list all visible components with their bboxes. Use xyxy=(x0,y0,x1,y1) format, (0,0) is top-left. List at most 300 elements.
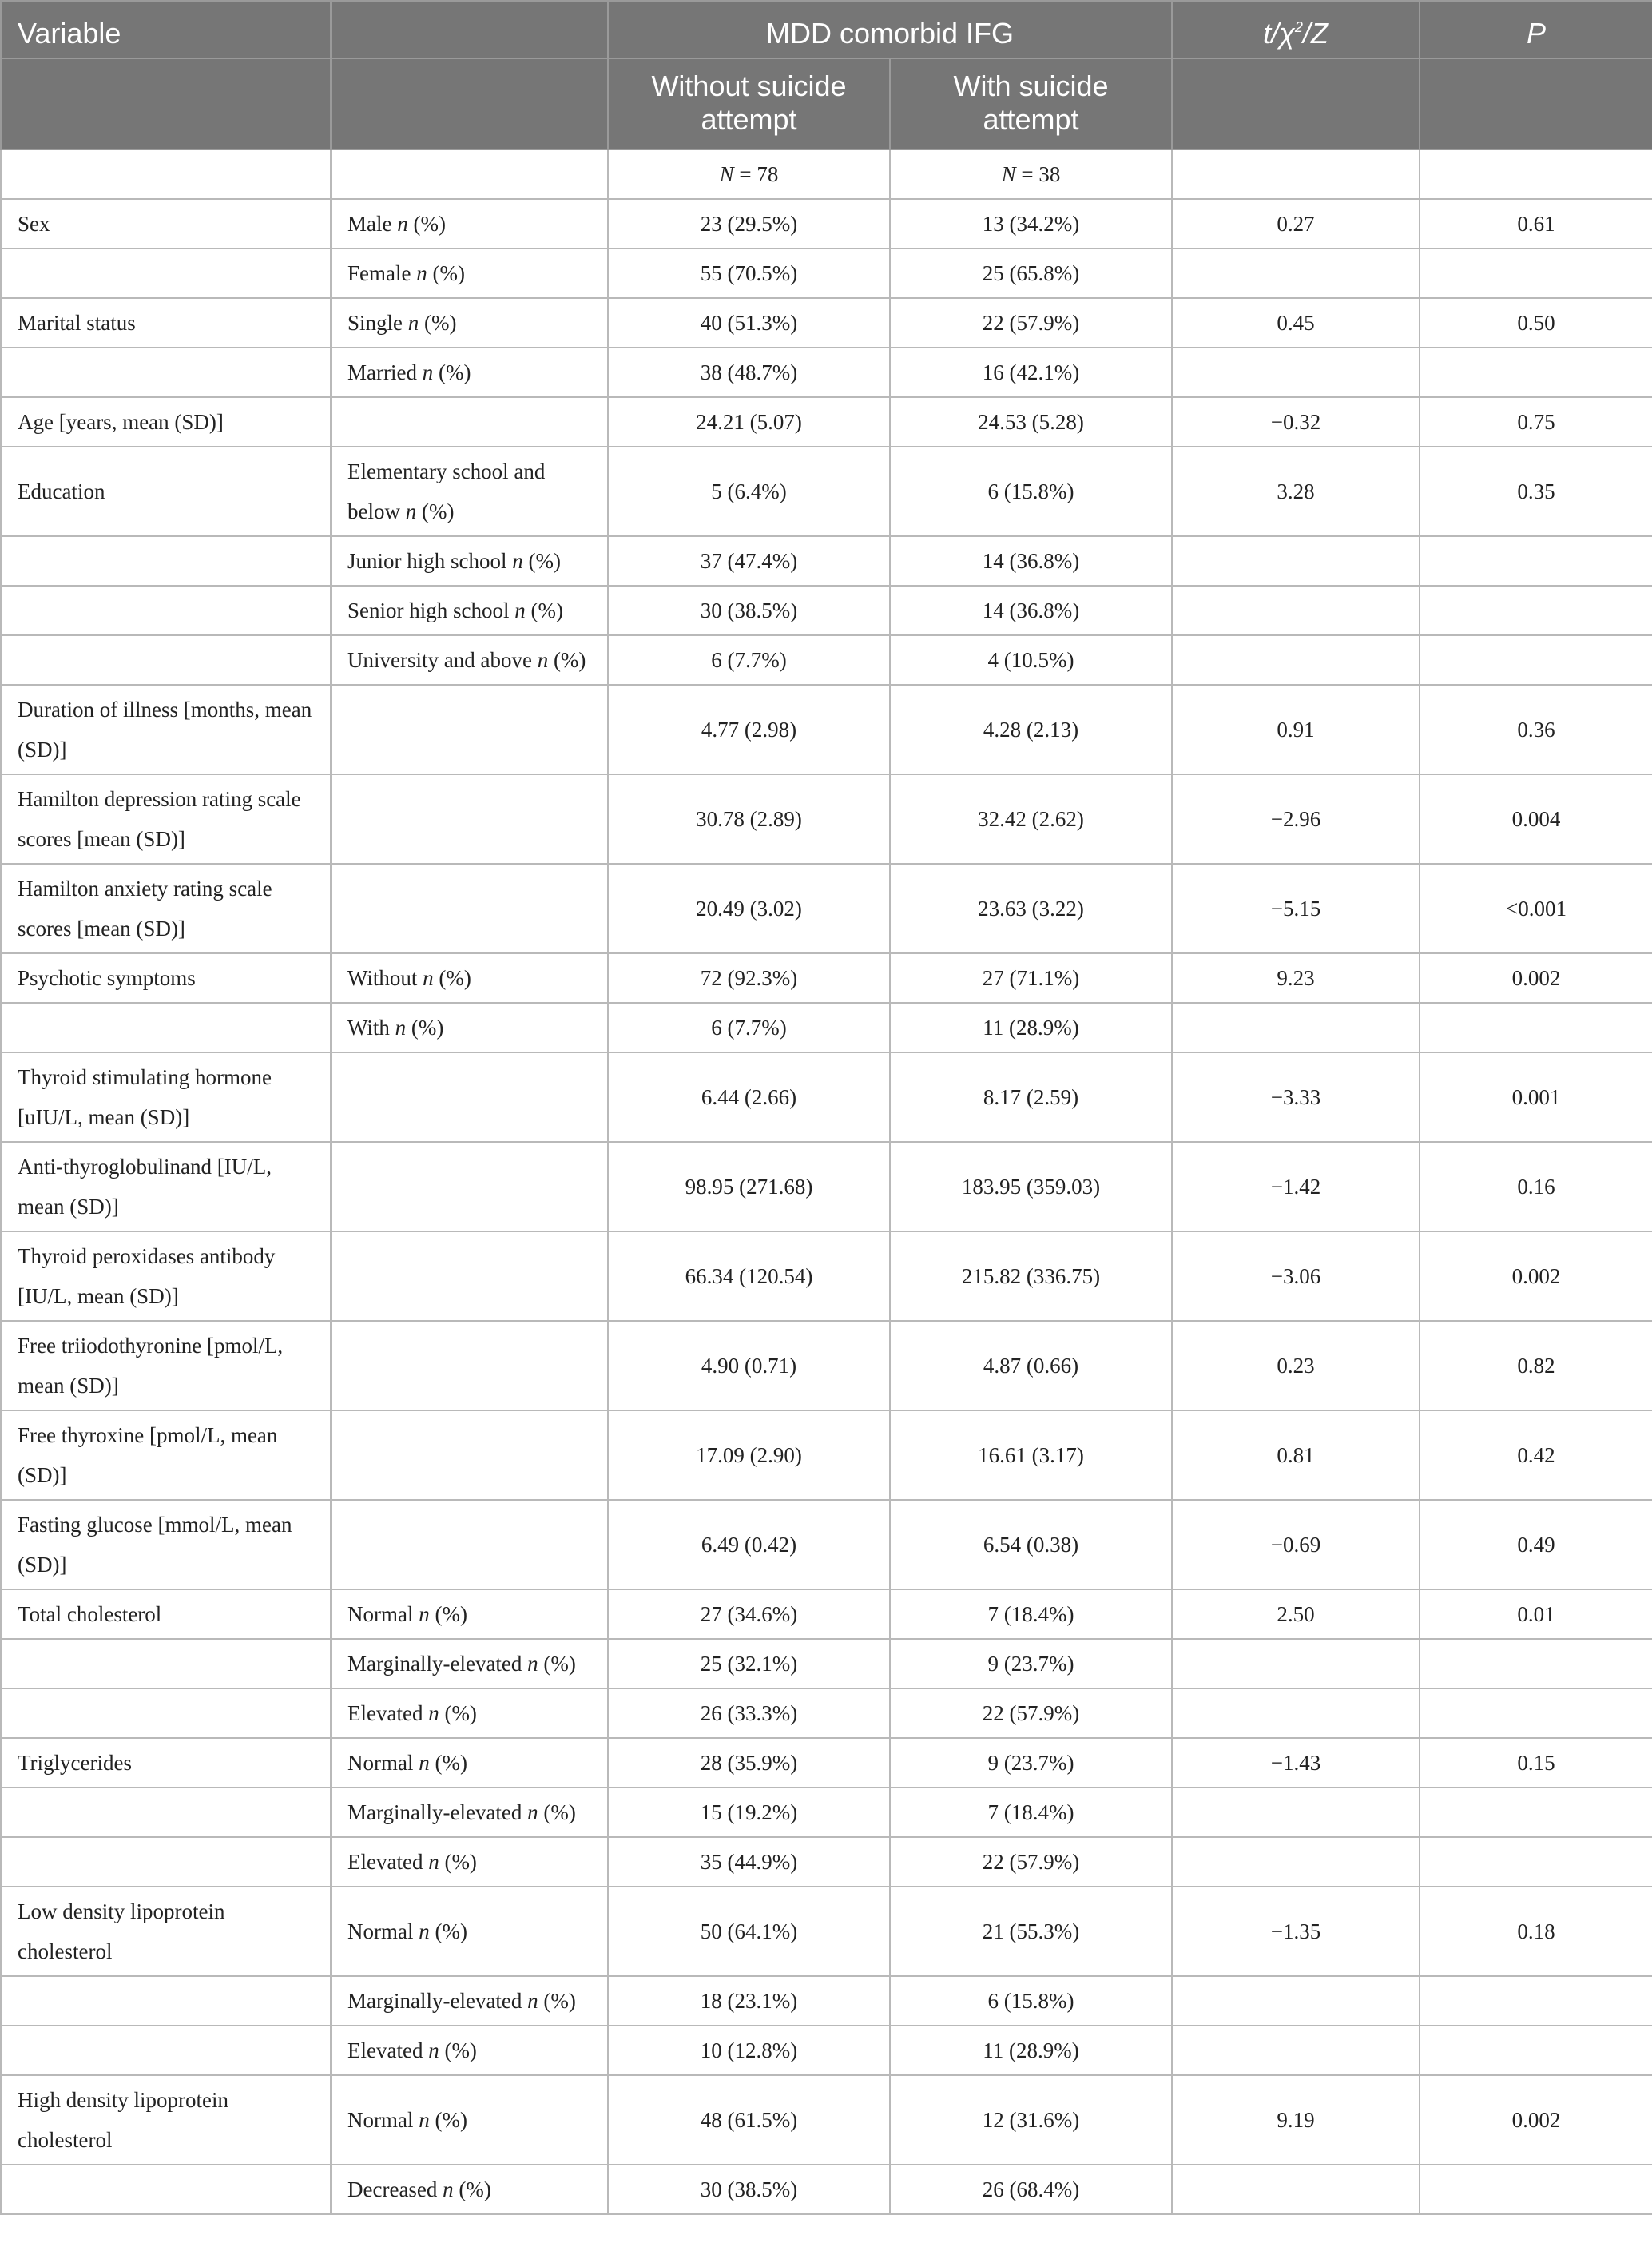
statistic-value xyxy=(1172,536,1420,586)
subgroup-cell xyxy=(331,397,608,447)
subgroup-label: Female xyxy=(347,261,417,285)
p-value: 0.36 xyxy=(1420,685,1652,774)
p-value: 0.61 xyxy=(1420,199,1652,249)
with-attempt-value: 4.28 (2.13) xyxy=(890,685,1172,774)
percent-suffix: (%) xyxy=(416,499,455,523)
statistic-value xyxy=(1172,2165,1420,2214)
subgroup-cell xyxy=(331,1738,608,1788)
subgroup-cell xyxy=(331,1688,608,1738)
percent-suffix: (%) xyxy=(429,1751,467,1775)
without-attempt-header: Without suicide attempt xyxy=(608,58,890,149)
statistic-value: 0.45 xyxy=(1172,298,1420,348)
without-attempt-value: 18 (23.1%) xyxy=(608,1976,890,2026)
with-attempt-value: 8.17 (2.59) xyxy=(890,1052,1172,1142)
n-symbol: N xyxy=(719,162,734,186)
n-symbol: n xyxy=(428,2038,439,2062)
percent-suffix: (%) xyxy=(439,1701,477,1725)
stat-z: Z xyxy=(1310,17,1328,50)
percent-suffix: (%) xyxy=(525,599,563,622)
without-attempt-value: 15 (19.2%) xyxy=(608,1788,890,1837)
n-symbol: n xyxy=(423,966,434,990)
with-attempt-value: 16.61 (3.17) xyxy=(890,1410,1172,1500)
p-value xyxy=(1420,348,1652,397)
table-row xyxy=(1,1639,1652,1688)
table-row xyxy=(1,586,1652,635)
statistic-value: 3.28 xyxy=(1172,447,1420,536)
variable-cell: Sex xyxy=(1,199,331,249)
percent-suffix: (%) xyxy=(429,2108,467,2132)
with-attempt-value: 14 (36.8%) xyxy=(890,536,1172,586)
subgroup-cell xyxy=(331,953,608,1003)
with-attempt-value: 25 (65.8%) xyxy=(890,249,1172,298)
without-attempt-value: 4.77 (2.98) xyxy=(608,685,890,774)
n-symbol: N xyxy=(1001,162,1016,186)
variable-cell: Thyroid stimulating hormone [uIU/L, mean (SD)] xyxy=(1,1052,331,1142)
table-row xyxy=(1,1976,1652,2026)
n-symbol: n xyxy=(395,1016,407,1040)
percent-suffix: (%) xyxy=(419,311,457,335)
p-value: 0.75 xyxy=(1420,397,1652,447)
table-row xyxy=(1,199,1652,249)
subgroup-label: Normal xyxy=(347,1919,419,1943)
percent-suffix: (%) xyxy=(427,261,465,285)
with-attempt-value: 24.53 (5.28) xyxy=(890,397,1172,447)
p-value: 0.002 xyxy=(1420,2075,1652,2165)
variable-cell xyxy=(1,1976,331,2026)
without-attempt-value: 6 (7.7%) xyxy=(608,1003,890,1052)
variable-cell xyxy=(1,1837,331,1887)
subgroup-cell xyxy=(331,1231,608,1321)
without-attempt-value: 4.90 (0.71) xyxy=(608,1321,890,1410)
with-attempt-value: 32.42 (2.62) xyxy=(890,774,1172,864)
table-row xyxy=(1,348,1652,397)
without-attempt-value: 5 (6.4%) xyxy=(608,447,890,536)
with-attempt-value: 22 (57.9%) xyxy=(890,1837,1172,1887)
percent-suffix: (%) xyxy=(548,648,586,672)
p-value: 0.49 xyxy=(1420,1500,1652,1589)
table-cell xyxy=(1,149,331,199)
table-row xyxy=(1,397,1652,447)
variable-cell: Psychotic symptoms xyxy=(1,953,331,1003)
n-symbol: n xyxy=(419,1919,430,1943)
with-attempt-value: 4 (10.5%) xyxy=(890,635,1172,685)
without-attempt-value: 30.78 (2.89) xyxy=(608,774,890,864)
table-row xyxy=(1,864,1652,953)
with-attempt-value: 7 (18.4%) xyxy=(890,1589,1172,1639)
statistic-value xyxy=(1172,1639,1420,1688)
table-row xyxy=(1,774,1652,864)
table-body xyxy=(1,149,1652,2214)
p-value: 0.16 xyxy=(1420,1142,1652,1231)
percent-suffix: (%) xyxy=(433,360,471,384)
with-attempt-value: 6 (15.8%) xyxy=(890,1976,1172,2026)
subgroup-header xyxy=(331,1,608,58)
table-row xyxy=(1,685,1652,774)
p-value: 0.82 xyxy=(1420,1321,1652,1410)
without-attempt-value: 66.34 (120.54) xyxy=(608,1231,890,1321)
n-symbol: n xyxy=(527,1989,538,2013)
subgroup-cell xyxy=(331,2165,608,2214)
variable-cell: Total cholesterol xyxy=(1,1589,331,1639)
p-value xyxy=(1420,1837,1652,1887)
stat-chi: χ xyxy=(1279,17,1295,50)
variable-cell xyxy=(1,536,331,586)
n-symbol: n xyxy=(514,599,526,622)
n-value: = 78 xyxy=(733,162,779,186)
variable-cell xyxy=(1,635,331,685)
table-row xyxy=(1,447,1652,536)
variable-cell: Fasting glucose [mmol/L, mean (SD)] xyxy=(1,1500,331,1589)
p-value xyxy=(1420,2026,1652,2075)
statistic-value: −1.43 xyxy=(1172,1738,1420,1788)
p-value: <0.001 xyxy=(1420,864,1652,953)
subgroup-cell xyxy=(331,635,608,685)
p-value xyxy=(1420,2165,1652,2214)
subgroup-cell xyxy=(331,1788,608,1837)
subgroup-label: Marginally-elevated xyxy=(347,1989,528,2013)
variable-cell xyxy=(1,1788,331,1837)
with-attempt-value: 11 (28.9%) xyxy=(890,1003,1172,1052)
without-attempt-value: 17.09 (2.90) xyxy=(608,1410,890,1500)
statistic-value xyxy=(1172,635,1420,685)
statistic-value xyxy=(1172,348,1420,397)
without-attempt-value: 48 (61.5%) xyxy=(608,2075,890,2165)
subgroup-cell xyxy=(331,199,608,249)
with-attempt-value: 23.63 (3.22) xyxy=(890,864,1172,953)
p-value: 0.42 xyxy=(1420,1410,1652,1500)
variable-cell: Anti-thyroglobulinand [IU/L, mean (SD)] xyxy=(1,1142,331,1231)
statistic-value: 0.91 xyxy=(1172,685,1420,774)
subgroup-label: Married xyxy=(347,360,423,384)
statistic-header xyxy=(1172,1,1420,58)
table-row xyxy=(1,1688,1652,1738)
without-attempt-value: 55 (70.5%) xyxy=(608,249,890,298)
table-header xyxy=(1,1,1652,149)
without-attempt-value: 38 (48.7%) xyxy=(608,348,890,397)
table-row xyxy=(1,1052,1652,1142)
without-attempt-value: 6.49 (0.42) xyxy=(608,1500,890,1589)
n-symbol: n xyxy=(537,648,549,672)
subgroup-cell xyxy=(331,2026,608,2075)
table-cell xyxy=(331,149,608,199)
without-attempt-value: 27 (34.6%) xyxy=(608,1589,890,1639)
subgroup-cell xyxy=(331,1052,608,1142)
percent-suffix: (%) xyxy=(407,212,446,236)
variable-cell: Education xyxy=(1,447,331,536)
percent-suffix: (%) xyxy=(429,1919,467,1943)
variable-cell xyxy=(1,1003,331,1052)
with-attempt-value: 13 (34.2%) xyxy=(890,199,1172,249)
with-attempt-value: 16 (42.1%) xyxy=(890,348,1172,397)
variable-cell: Hamilton anxiety rating scale scores [mean (SD)] xyxy=(1,864,331,953)
stat-sep-2: / xyxy=(1302,17,1311,50)
p-value: 0.002 xyxy=(1420,953,1652,1003)
p-value: 0.15 xyxy=(1420,1738,1652,1788)
n-symbol: n xyxy=(407,311,419,335)
table-row xyxy=(1,1321,1652,1410)
statistic-value: 9.23 xyxy=(1172,953,1420,1003)
n-symbol: n xyxy=(428,1701,439,1725)
table-row xyxy=(1,1837,1652,1887)
p-value xyxy=(1420,249,1652,298)
table-row xyxy=(1,1410,1652,1500)
statistic-value: −0.32 xyxy=(1172,397,1420,447)
table-row xyxy=(1,953,1652,1003)
table-row xyxy=(1,1589,1652,1639)
percent-suffix: (%) xyxy=(429,1602,467,1626)
table-row xyxy=(1,635,1652,685)
table-row xyxy=(1,1142,1652,1231)
with-attempt-value: 4.87 (0.66) xyxy=(890,1321,1172,1410)
with-attempt-value: 215.82 (336.75) xyxy=(890,1231,1172,1321)
header-empty-4 xyxy=(1420,58,1652,149)
without-attempt-value: 6.44 (2.66) xyxy=(608,1052,890,1142)
subgroup-cell xyxy=(331,1321,608,1410)
n-symbol: n xyxy=(428,1850,439,1874)
variable-cell: Free triiodothyronine [pmol/L, mean (SD)] xyxy=(1,1321,331,1410)
subgroup-label: Single xyxy=(347,311,408,335)
percent-suffix: (%) xyxy=(433,966,471,990)
subgroup-cell xyxy=(331,1410,608,1500)
sample-size-row xyxy=(1,149,1652,199)
statistic-value: 0.23 xyxy=(1172,1321,1420,1410)
with-attempt-value: 183.95 (359.03) xyxy=(890,1142,1172,1231)
with-attempt-value: 7 (18.4%) xyxy=(890,1788,1172,1837)
variable-cell: Duration of illness [months, mean (SD)] xyxy=(1,685,331,774)
subgroup-label: Normal xyxy=(347,1602,419,1626)
subgroup-label: Without xyxy=(347,966,423,990)
variable-cell: High density lipoprotein cholesterol xyxy=(1,2075,331,2165)
subgroup-cell xyxy=(331,1639,608,1688)
p-value xyxy=(1420,1003,1652,1052)
without-attempt-value: 50 (64.1%) xyxy=(608,1887,890,1976)
without-attempt-value: 72 (92.3%) xyxy=(608,953,890,1003)
variable-cell: Hamilton depression rating scale scores [mean (SD)] xyxy=(1,774,331,864)
table-row xyxy=(1,1738,1652,1788)
subgroup-cell xyxy=(331,1003,608,1052)
p-value: 0.50 xyxy=(1420,298,1652,348)
percent-suffix: (%) xyxy=(439,1850,477,1874)
subgroup-cell xyxy=(331,1500,608,1589)
subgroup-label: Decreased xyxy=(347,2177,443,2201)
without-attempt-value: 23 (29.5%) xyxy=(608,199,890,249)
p-value xyxy=(1420,1639,1652,1688)
statistic-value: −3.33 xyxy=(1172,1052,1420,1142)
percent-suffix: (%) xyxy=(439,2038,477,2062)
subgroup-label: Elevated xyxy=(347,1850,429,1874)
subgroup-cell xyxy=(331,864,608,953)
n-symbol: n xyxy=(419,1602,430,1626)
statistic-value: −1.42 xyxy=(1172,1142,1420,1231)
n-symbol: n xyxy=(419,2108,430,2132)
variable-cell: Low density lipoprotein cholesterol xyxy=(1,1887,331,1976)
p-value xyxy=(1420,1688,1652,1738)
statistic-value xyxy=(1172,2026,1420,2075)
percent-suffix: (%) xyxy=(538,1989,576,2013)
statistic-value: 0.27 xyxy=(1172,199,1420,249)
subgroup-cell xyxy=(331,1142,608,1231)
statistic-value: 2.50 xyxy=(1172,1589,1420,1639)
table-row xyxy=(1,2075,1652,2165)
n-symbol: n xyxy=(527,1652,538,1676)
statistic-value xyxy=(1172,1837,1420,1887)
statistic-value: −0.69 xyxy=(1172,1500,1420,1589)
subgroup-cell xyxy=(331,1887,608,1976)
stat-chi-superscript: 2 xyxy=(1294,19,1303,35)
statistic-value xyxy=(1172,1788,1420,1837)
statistic-value: −5.15 xyxy=(1172,864,1420,953)
without-attempt-value: 30 (38.5%) xyxy=(608,2165,890,2214)
table-row xyxy=(1,536,1652,586)
with-attempt-value: 14 (36.8%) xyxy=(890,586,1172,635)
p-value: 0.35 xyxy=(1420,447,1652,536)
p-header: P xyxy=(1420,1,1652,58)
variable-cell: Free thyroxine [pmol/L, mean (SD)] xyxy=(1,1410,331,1500)
statistic-value xyxy=(1172,586,1420,635)
sample-size-without xyxy=(608,149,890,199)
subgroup-label: With xyxy=(347,1016,395,1040)
subgroup-label: Junior high school xyxy=(347,549,513,573)
p-value xyxy=(1420,635,1652,685)
header-empty-1 xyxy=(1,58,331,149)
subgroup-label: University and above xyxy=(347,648,538,672)
subgroup-label: Elementary school and below xyxy=(347,459,546,523)
table-row xyxy=(1,2026,1652,2075)
subgroup-label: Marginally-elevated xyxy=(347,1800,528,1824)
statistic-value: −3.06 xyxy=(1172,1231,1420,1321)
subgroup-cell xyxy=(331,249,608,298)
subgroup-cell xyxy=(331,348,608,397)
subgroup-label: Senior high school xyxy=(347,599,515,622)
stat-t: t xyxy=(1263,17,1272,50)
subgroup-cell xyxy=(331,1976,608,2026)
variable-cell xyxy=(1,348,331,397)
p-value xyxy=(1420,586,1652,635)
variable-cell xyxy=(1,1639,331,1688)
n-symbol: n xyxy=(397,212,408,236)
statistic-value xyxy=(1172,249,1420,298)
statistic-value xyxy=(1172,1003,1420,1052)
p-value: 0.01 xyxy=(1420,1589,1652,1639)
subgroup-cell xyxy=(331,298,608,348)
percent-suffix: (%) xyxy=(406,1016,444,1040)
statistic-value xyxy=(1172,1688,1420,1738)
table-cell xyxy=(1420,149,1652,199)
p-value xyxy=(1420,1976,1652,2026)
table-row xyxy=(1,1788,1652,1837)
subgroup-cell xyxy=(331,2075,608,2165)
variable-cell xyxy=(1,2026,331,2075)
subgroup-label: Elevated xyxy=(347,1701,429,1725)
p-value: 0.18 xyxy=(1420,1887,1652,1976)
p-value: 0.004 xyxy=(1420,774,1652,864)
subgroup-label: Elevated xyxy=(347,2038,429,2062)
without-attempt-value: 25 (32.1%) xyxy=(608,1639,890,1688)
without-attempt-value: 35 (44.9%) xyxy=(608,1837,890,1887)
table-row xyxy=(1,1887,1652,1976)
group-header: MDD comorbid IFG xyxy=(608,1,1172,58)
with-attempt-value: 9 (23.7%) xyxy=(890,1639,1172,1688)
with-attempt-value: 27 (71.1%) xyxy=(890,953,1172,1003)
variable-cell xyxy=(1,586,331,635)
table-cell xyxy=(1172,149,1420,199)
table-row xyxy=(1,1231,1652,1321)
subgroup-cell xyxy=(331,447,608,536)
p-value xyxy=(1420,1788,1652,1837)
variable-cell xyxy=(1,1688,331,1738)
with-attempt-value: 12 (31.6%) xyxy=(890,2075,1172,2165)
header-empty-3 xyxy=(1172,58,1420,149)
subgroup-cell xyxy=(331,1837,608,1887)
percent-suffix: (%) xyxy=(538,1800,576,1824)
table-row xyxy=(1,1500,1652,1589)
n-symbol: n xyxy=(419,1751,430,1775)
statistic-value: −2.96 xyxy=(1172,774,1420,864)
without-attempt-value: 24.21 (5.07) xyxy=(608,397,890,447)
table-row xyxy=(1,298,1652,348)
p-value: 0.001 xyxy=(1420,1052,1652,1142)
statistic-value: −1.35 xyxy=(1172,1887,1420,1976)
subgroup-cell xyxy=(331,774,608,864)
header-empty-2 xyxy=(331,58,608,149)
variable-cell xyxy=(1,249,331,298)
without-attempt-value: 37 (47.4%) xyxy=(608,536,890,586)
table-row xyxy=(1,1003,1652,1052)
subgroup-label: Male xyxy=(347,212,398,236)
variable-cell: Marital status xyxy=(1,298,331,348)
percent-suffix: (%) xyxy=(538,1652,576,1676)
with-attempt-value: 22 (57.9%) xyxy=(890,298,1172,348)
statistic-value: 9.19 xyxy=(1172,2075,1420,2165)
n-symbol: n xyxy=(527,1800,538,1824)
without-attempt-value: 40 (51.3%) xyxy=(608,298,890,348)
subgroup-cell xyxy=(331,586,608,635)
percent-suffix: (%) xyxy=(522,549,561,573)
subgroup-cell xyxy=(331,1589,608,1639)
n-symbol: n xyxy=(422,360,434,384)
variable-cell: Triglycerides xyxy=(1,1738,331,1788)
without-attempt-value: 20.49 (3.02) xyxy=(608,864,890,953)
table-row xyxy=(1,2165,1652,2214)
with-attempt-value: 9 (23.7%) xyxy=(890,1738,1172,1788)
statistic-value xyxy=(1172,1976,1420,2026)
subgroup-label: Normal xyxy=(347,2108,419,2132)
subgroup-cell xyxy=(331,685,608,774)
with-attempt-value: 6.54 (0.38) xyxy=(890,1500,1172,1589)
n-symbol: n xyxy=(416,261,427,285)
table-row xyxy=(1,249,1652,298)
n-symbol: n xyxy=(512,549,523,573)
n-symbol: n xyxy=(443,2177,454,2201)
subgroup-cell xyxy=(331,536,608,586)
with-attempt-value: 22 (57.9%) xyxy=(890,1688,1172,1738)
stat-sep-1: / xyxy=(1271,17,1280,50)
without-attempt-value: 26 (33.3%) xyxy=(608,1688,890,1738)
without-attempt-value: 6 (7.7%) xyxy=(608,635,890,685)
with-attempt-value: 26 (68.4%) xyxy=(890,2165,1172,2214)
p-value: 0.002 xyxy=(1420,1231,1652,1321)
with-attempt-value: 11 (28.9%) xyxy=(890,2026,1172,2075)
variable-cell xyxy=(1,2165,331,2214)
without-attempt-value: 98.95 (271.68) xyxy=(608,1142,890,1231)
subgroup-label: Marginally-elevated xyxy=(347,1652,528,1676)
without-attempt-value: 28 (35.9%) xyxy=(608,1738,890,1788)
with-attempt-header: With suicide attempt xyxy=(890,58,1172,149)
with-attempt-value: 6 (15.8%) xyxy=(890,447,1172,536)
subgroup-label: Normal xyxy=(347,1751,419,1775)
without-attempt-value: 30 (38.5%) xyxy=(608,586,890,635)
with-attempt-value: 21 (55.3%) xyxy=(890,1887,1172,1976)
